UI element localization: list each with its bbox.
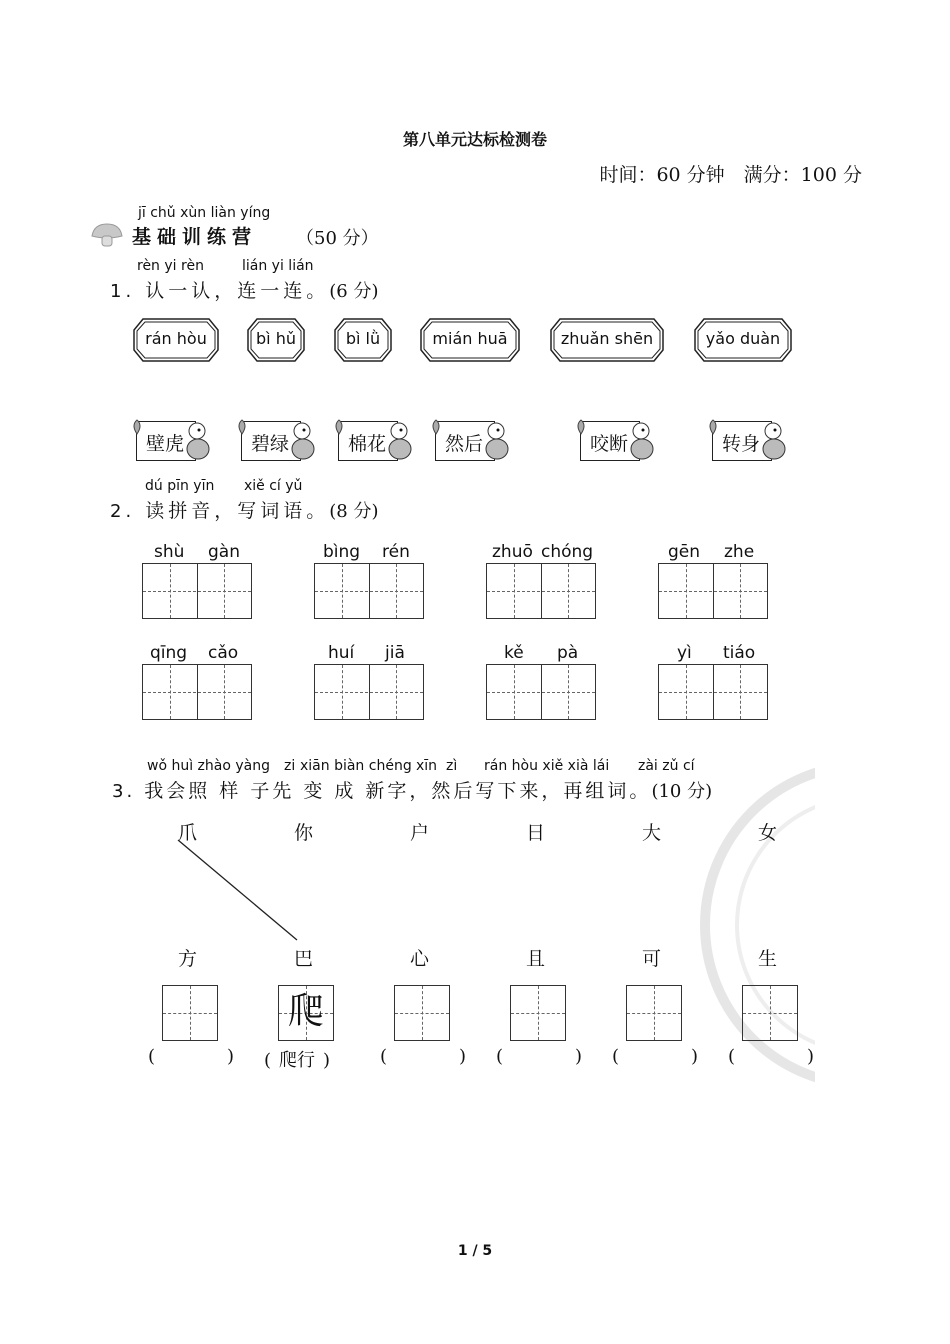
pinyin-tag[interactable] bbox=[133, 318, 219, 362]
q2-pinyin-2: xiě cí yǔ bbox=[244, 478, 303, 494]
q2-text: 读拼音，写词语。 bbox=[145, 500, 330, 522]
q3-pinyin-3: xiān biàn chéng bbox=[300, 758, 412, 774]
word-card-label: 棉花 bbox=[348, 433, 387, 455]
pinyin-tag-label: rán hòu bbox=[145, 329, 207, 348]
turtle-icon bbox=[760, 419, 786, 463]
word-pinyin: gàn bbox=[208, 542, 240, 562]
word-pinyin: cǎo bbox=[208, 643, 239, 663]
word-pinyin: shù bbox=[154, 542, 185, 562]
word-pinyin: huí bbox=[328, 643, 355, 663]
q3-pinyin-2: zi bbox=[284, 758, 296, 774]
q3-pinyin-5: zì bbox=[446, 758, 458, 774]
target-char[interactable]: 巴 bbox=[294, 948, 314, 970]
section-title: 基础训练营 bbox=[132, 226, 258, 248]
q2-number: 2. bbox=[110, 501, 136, 522]
target-char[interactable]: 可 bbox=[642, 948, 662, 970]
source-char[interactable]: 你 bbox=[294, 822, 314, 844]
writing-grid[interactable] bbox=[142, 563, 252, 619]
word-pinyin: qīng bbox=[150, 643, 188, 663]
q3-score: (10 分) bbox=[651, 781, 713, 802]
source-char[interactable]: 户 bbox=[410, 822, 430, 844]
example-char: 爬 bbox=[287, 991, 324, 1032]
word-answer-blank[interactable]: ( ) bbox=[380, 1046, 467, 1067]
page-number: 1 / 5 bbox=[457, 1243, 493, 1259]
q3-pinyin-4: xīn bbox=[416, 758, 438, 774]
q1-instruction bbox=[110, 276, 378, 303]
char-grid[interactable] bbox=[162, 985, 218, 1041]
source-char[interactable]: 女 bbox=[758, 822, 778, 844]
turtle-icon bbox=[289, 419, 315, 463]
q2-instruction bbox=[110, 496, 378, 523]
word-card-label: 壁虎 bbox=[146, 433, 185, 455]
pinyin-tag[interactable] bbox=[247, 318, 305, 362]
pinyin-tag[interactable] bbox=[694, 318, 792, 362]
q2-pinyin-1: dú pīn yīn bbox=[145, 478, 215, 494]
word-pinyin: bìng bbox=[323, 542, 361, 562]
page-title: 第八单元达标检测卷 bbox=[402, 130, 547, 149]
mushroom-icon bbox=[90, 222, 124, 248]
target-char[interactable]: 生 bbox=[758, 948, 778, 970]
turtle-icon bbox=[628, 419, 654, 463]
source-char[interactable]: 爪 bbox=[178, 822, 198, 844]
writing-grid[interactable] bbox=[658, 563, 768, 619]
word-card-label: 然后 bbox=[445, 433, 484, 455]
q3-text: 我会照 样 子先 变 成 新字，然后写下来，再组词。 bbox=[144, 780, 652, 802]
q3-pinyin-7: zài zǔ cí bbox=[638, 758, 695, 774]
exam-meta: 时间：60 分钟 满分：100 分 bbox=[599, 164, 862, 186]
word-answer-blank[interactable]: ( ) bbox=[728, 1046, 815, 1067]
section-score: （50 分） bbox=[296, 228, 379, 249]
word-pinyin: chóng bbox=[541, 542, 594, 562]
example-word: 爬行 bbox=[279, 1050, 316, 1071]
word-card[interactable] bbox=[235, 417, 315, 463]
target-char[interactable]: 方 bbox=[178, 948, 198, 970]
turtle-icon bbox=[483, 419, 509, 463]
word-card[interactable] bbox=[574, 417, 654, 463]
pinyin-tag-label: zhuǎn shēn bbox=[560, 329, 654, 348]
turtle-icon bbox=[386, 419, 412, 463]
writing-grid[interactable] bbox=[658, 664, 768, 720]
word-pinyin: rén bbox=[382, 542, 410, 562]
word-card-label: 转身 bbox=[722, 433, 761, 455]
word-pinyin: yì bbox=[677, 643, 692, 663]
char-grid[interactable] bbox=[626, 985, 682, 1041]
writing-grid[interactable] bbox=[314, 664, 424, 720]
word-pinyin: tiáo bbox=[723, 643, 756, 663]
word-answer-blank[interactable]: ( ) bbox=[496, 1046, 583, 1067]
source-char[interactable]: 日 bbox=[526, 822, 546, 844]
pinyin-tag-label: bì hǔ bbox=[256, 329, 296, 348]
word-pinyin: zhuō bbox=[492, 542, 533, 562]
turtle-icon bbox=[184, 419, 210, 463]
char-grid[interactable] bbox=[394, 985, 450, 1041]
q1-text: 认一认，连一连。 bbox=[145, 280, 330, 302]
pinyin-tag[interactable] bbox=[420, 318, 520, 362]
word-answer-blank[interactable]: ( ) bbox=[148, 1046, 235, 1067]
word-pinyin: pà bbox=[557, 643, 579, 663]
pinyin-tag-label: mián huā bbox=[432, 329, 508, 348]
q3-instruction bbox=[112, 776, 712, 803]
word-card[interactable] bbox=[130, 417, 210, 463]
q1-number: 1. bbox=[110, 281, 136, 302]
q3-pinyin-1: wǒ huì zhào yàng bbox=[147, 758, 270, 774]
word-pinyin: jiā bbox=[385, 643, 405, 663]
word-card[interactable] bbox=[429, 417, 509, 463]
source-char[interactable]: 大 bbox=[642, 822, 662, 844]
q1-score: (6 分) bbox=[329, 281, 379, 302]
word-pinyin: gēn bbox=[668, 542, 701, 562]
writing-grid[interactable] bbox=[486, 664, 596, 720]
pinyin-tag-label: yǎo duàn bbox=[705, 329, 781, 348]
q3-number: 3. bbox=[112, 781, 136, 802]
writing-grid[interactable] bbox=[314, 563, 424, 619]
example-connector-line bbox=[170, 836, 310, 946]
word-answer-blank[interactable]: ( ) bbox=[612, 1046, 699, 1067]
char-grid[interactable] bbox=[510, 985, 566, 1041]
target-char[interactable]: 心 bbox=[410, 948, 430, 970]
word-card[interactable] bbox=[706, 417, 786, 463]
q3-pinyin-6: rán hòu xiě xià lái bbox=[484, 758, 610, 774]
word-pinyin: kě bbox=[504, 643, 524, 663]
char-grid[interactable] bbox=[742, 985, 798, 1041]
word-card[interactable] bbox=[332, 417, 412, 463]
pinyin-tag-label: bì lǜ bbox=[345, 329, 381, 348]
pinyin-tag[interactable] bbox=[334, 318, 392, 362]
word-card-label: 咬断 bbox=[590, 433, 629, 455]
target-char[interactable]: 且 bbox=[526, 948, 546, 970]
q1-pinyin-2: lián yi lián bbox=[242, 258, 314, 274]
word-answer-example: ( 爬行 ) bbox=[264, 1050, 331, 1071]
word-card-label: 碧绿 bbox=[251, 433, 290, 455]
section-pinyin: jī chǔ xùn liàn yíng bbox=[138, 205, 271, 221]
word-pinyin: zhe bbox=[724, 542, 755, 562]
q1-pinyin-1: rèn yi rèn bbox=[137, 258, 204, 274]
pinyin-tag[interactable] bbox=[550, 318, 664, 362]
char-grid-example bbox=[278, 985, 334, 1041]
writing-grid[interactable] bbox=[142, 664, 252, 720]
writing-grid[interactable] bbox=[486, 563, 596, 619]
q2-score: (8 分) bbox=[329, 501, 379, 522]
